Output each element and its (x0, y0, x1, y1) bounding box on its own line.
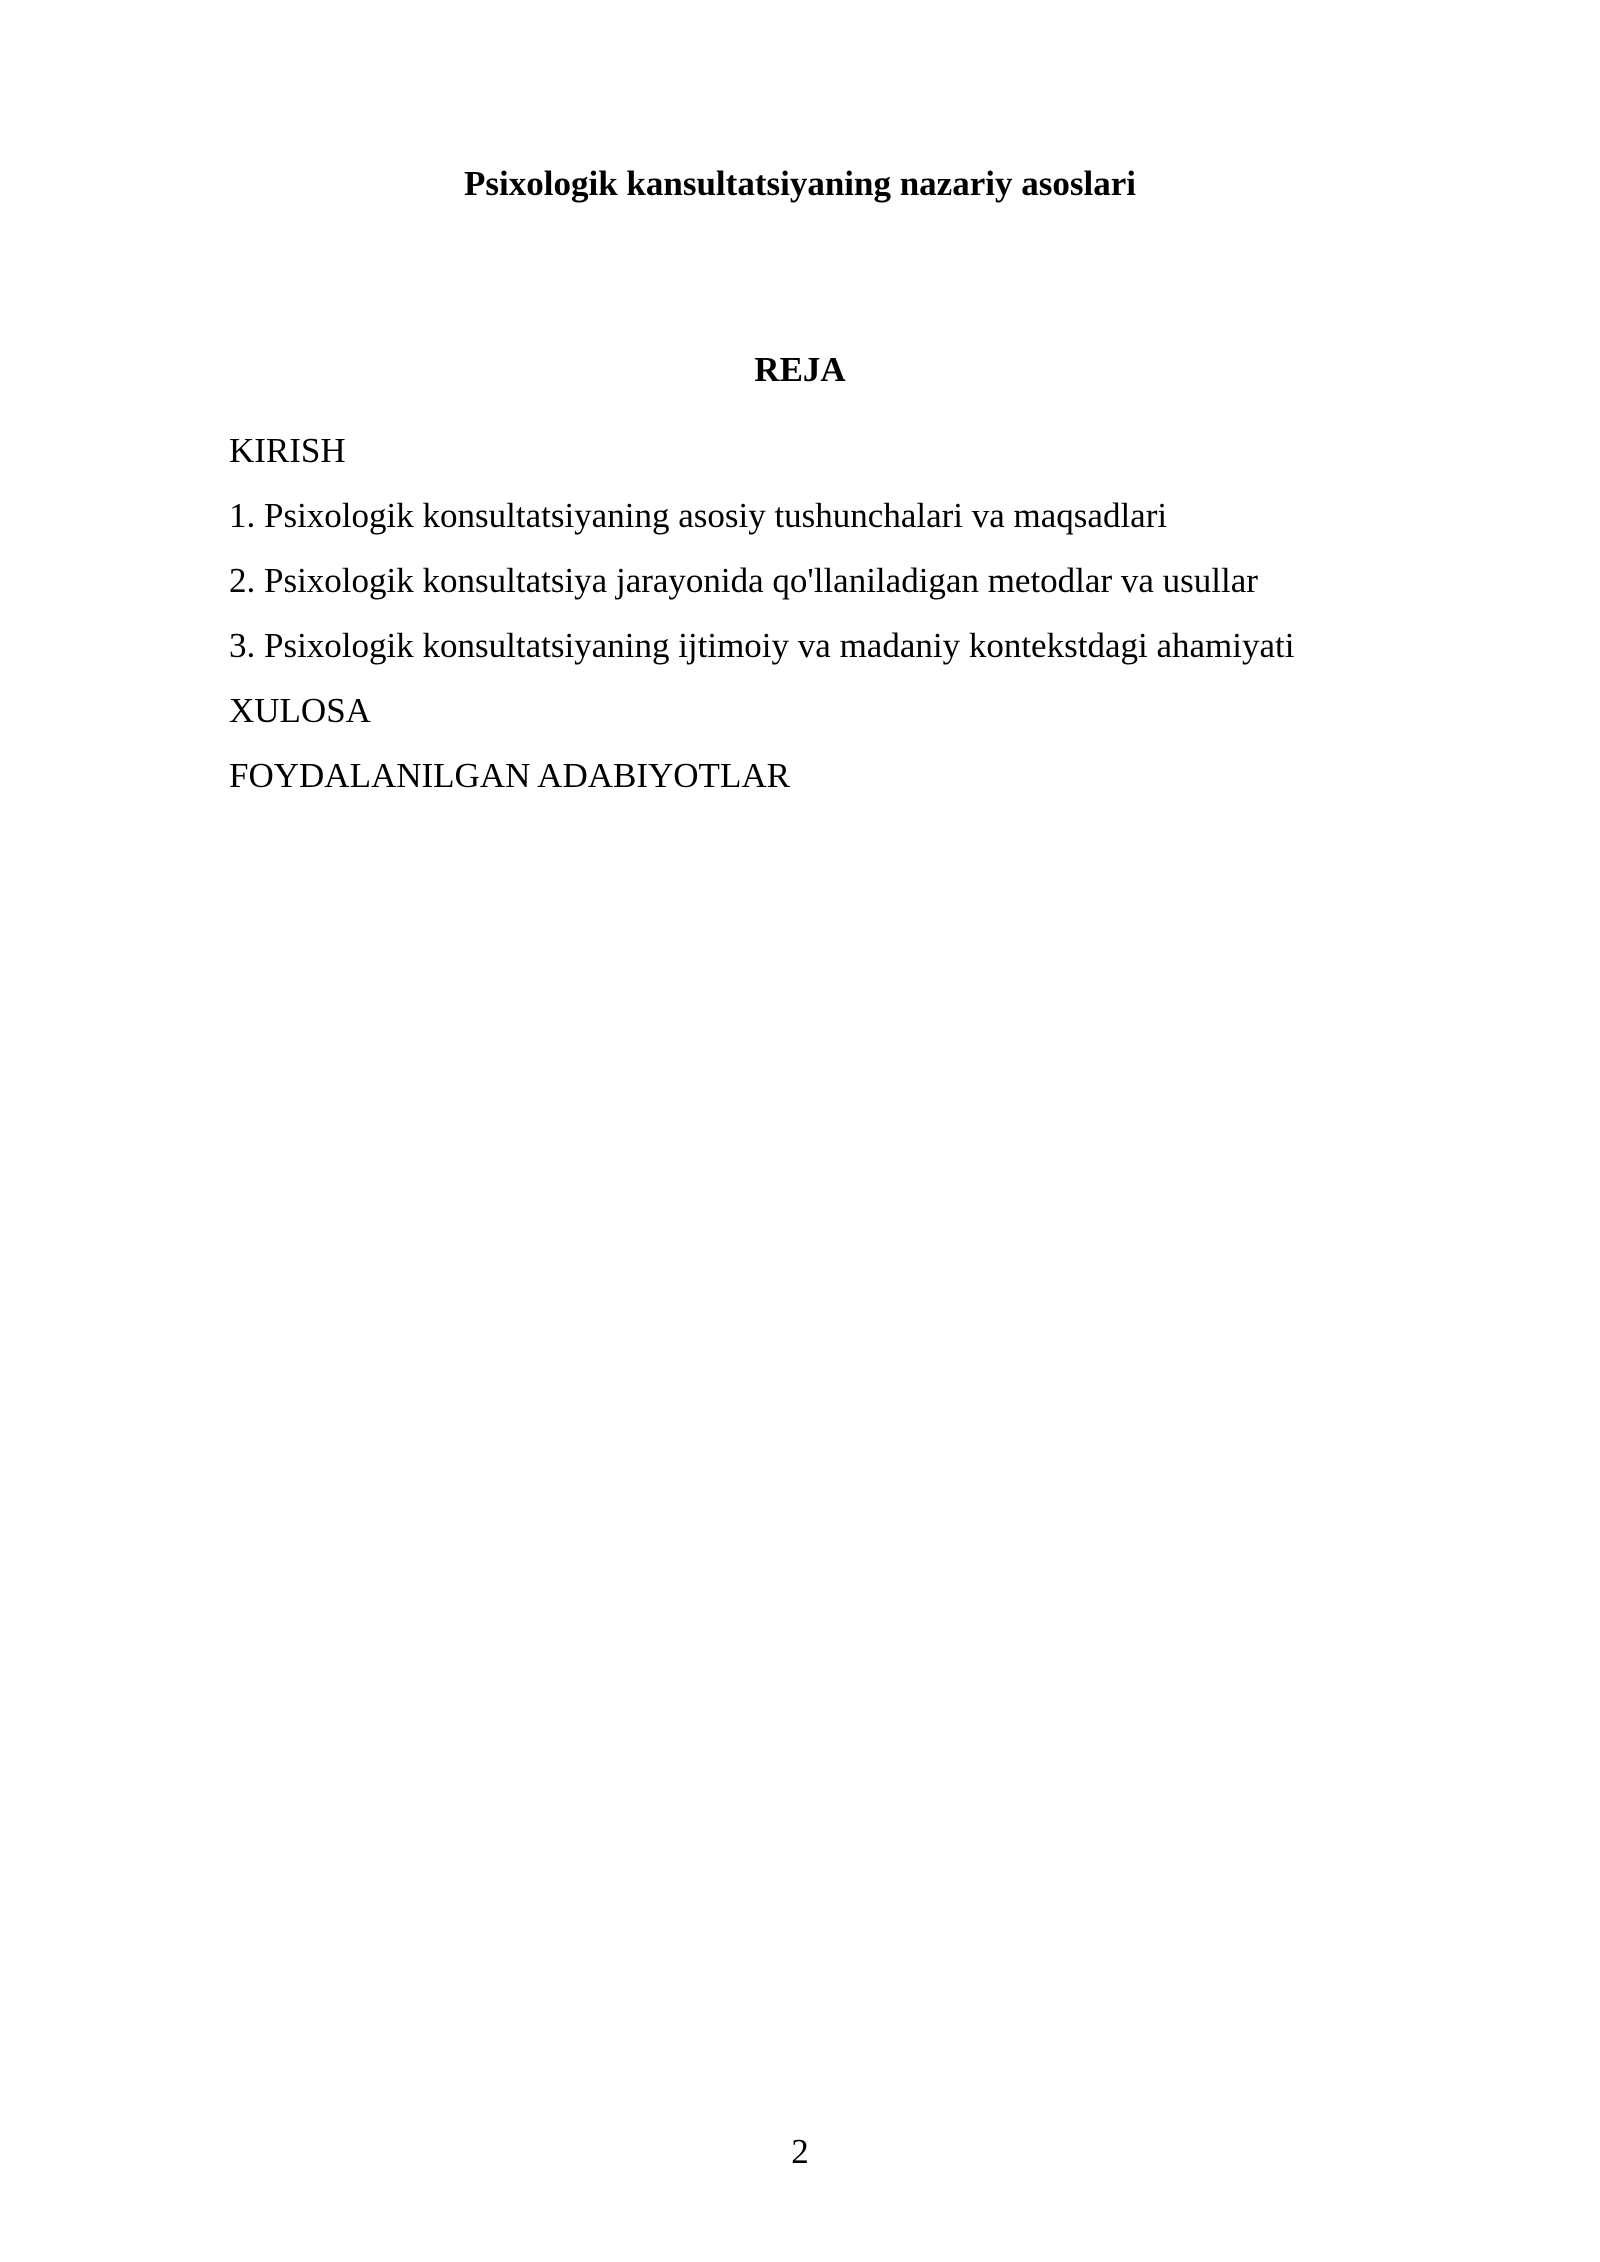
page-number: 2 (791, 2132, 809, 2171)
plan-item-conclusion: XULOSA (229, 691, 371, 730)
plan-heading: REJA (754, 350, 846, 389)
plan-item-introduction: KIRISH (229, 431, 346, 470)
plan-item-references: FOYDALANILGAN ADABIYOTLAR (229, 756, 790, 795)
plan-item-3: 3. Psixologik konsultatsiyaning ijtimoiy va madaniy kontekstdagi ahamiyati (229, 626, 1295, 665)
document-title: Psixologik kansultatsiyaning nazariy asoslari (464, 164, 1136, 203)
plan-item-2: 2. Psixologik konsultatsiya jarayonida qo'llaniladigan metodlar va usullar (229, 561, 1258, 600)
plan-item-1: 1. Psixologik konsultatsiyaning asosiy tushunchalari va maqsadlari (229, 496, 1168, 535)
plan-list (229, 418, 1294, 808)
